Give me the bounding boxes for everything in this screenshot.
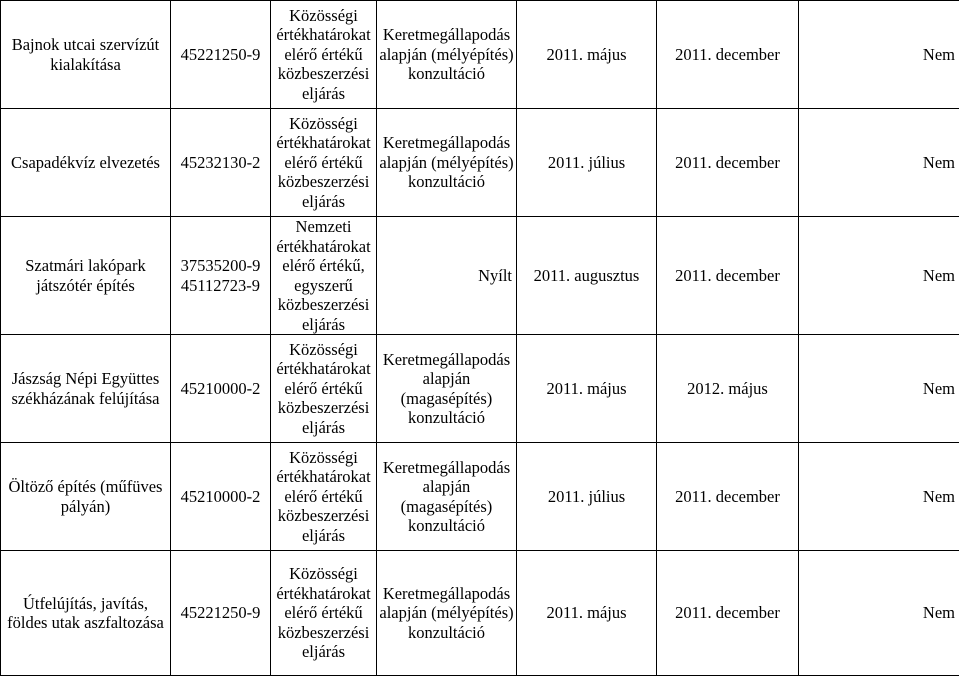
- procedure-type-cell: Keretmegállapodás alapján (magasépítés) konzultáció: [377, 335, 517, 443]
- procedure-type-cell: Keretmegállapodás alapján (mélyépítés) konzultáció: [377, 1, 517, 109]
- project-name-cell: Bajnok utcai szervízút kialakítása: [1, 1, 171, 109]
- end-date-cell: 2011. december: [657, 551, 799, 676]
- flag-cell: Nem: [799, 443, 959, 551]
- end-date-cell: 2011. december: [657, 109, 799, 217]
- table-row: [1, 335, 959, 443]
- start-date-cell: 2011. július: [517, 443, 657, 551]
- end-date-cell: 2011. december: [657, 1, 799, 109]
- project-name-cell: Jászság Népi Együttes székházának felújítása: [1, 335, 171, 443]
- project-name-cell: Csapadékvíz elvezetés: [1, 109, 171, 217]
- flag-cell: Nem: [799, 217, 959, 335]
- flag-cell: Nem: [799, 1, 959, 109]
- end-date-cell: 2012. május: [657, 335, 799, 443]
- flag-cell: Nem: [799, 335, 959, 443]
- procedure-type-cell: Keretmegállapodás alapján (mélyépítés) konzultáció: [377, 109, 517, 217]
- cpv-code-cell: 45210000-2: [171, 335, 271, 443]
- cpv-code-cell: 45221250-9: [171, 1, 271, 109]
- project-name-cell: Öltöző építés (műfüves pályán): [1, 443, 171, 551]
- start-date-cell: 2011. május: [517, 551, 657, 676]
- end-date-cell: 2011. december: [657, 443, 799, 551]
- procedure-cell: Közösségi értékhatárokat elérő értékű közbeszerzési eljárás: [271, 335, 377, 443]
- cpv-code-cell: 45232130-2: [171, 109, 271, 217]
- procedure-cell: Közösségi értékhatárokat elérő értékű közbeszerzési eljárás: [271, 1, 377, 109]
- procedure-type-cell: Keretmegállapodás alapján (magasépítés) konzultáció: [377, 443, 517, 551]
- procedure-cell: Közösségi értékhatárokat elérő értékű közbeszerzési eljárás: [271, 551, 377, 676]
- flag-cell: Nem: [799, 551, 959, 676]
- end-date-cell: 2011. december: [657, 217, 799, 335]
- start-date-cell: 2011. május: [517, 1, 657, 109]
- table-row: [1, 1, 959, 109]
- table-row: [1, 443, 959, 551]
- procedure-cell: Közösségi értékhatárokat elérő értékű közbeszerzési eljárás: [271, 109, 377, 217]
- project-name-cell: Szatmári lakópark játszótér építés: [1, 217, 171, 335]
- table-row: [1, 551, 959, 676]
- procedure-cell: Közösségi értékhatárokat elérő értékű közbeszerzési eljárás: [271, 443, 377, 551]
- cpv-code-cell: 45221250-9: [171, 551, 271, 676]
- procedure-cell: Nemzeti értékhatárokat elérő értékű, egyszerű közbeszerzési eljárás: [271, 217, 377, 335]
- start-date-cell: 2011. május: [517, 335, 657, 443]
- start-date-cell: 2011. július: [517, 109, 657, 217]
- cpv-code-cell: 45210000-2: [171, 443, 271, 551]
- table-row: [1, 109, 959, 217]
- flag-cell: Nem: [799, 109, 959, 217]
- project-name-cell: Útfelújítás, javítás, földes utak aszfaltozása: [1, 551, 171, 676]
- procedure-type-cell: Nyílt: [377, 217, 517, 335]
- start-date-cell: 2011. augusztus: [517, 217, 657, 335]
- cpv-code-cell: 37535200-9 45112723-9: [171, 217, 271, 335]
- procedure-type-cell: Keretmegállapodás alapján (mélyépítés) konzultáció: [377, 551, 517, 676]
- table-row: [1, 217, 959, 335]
